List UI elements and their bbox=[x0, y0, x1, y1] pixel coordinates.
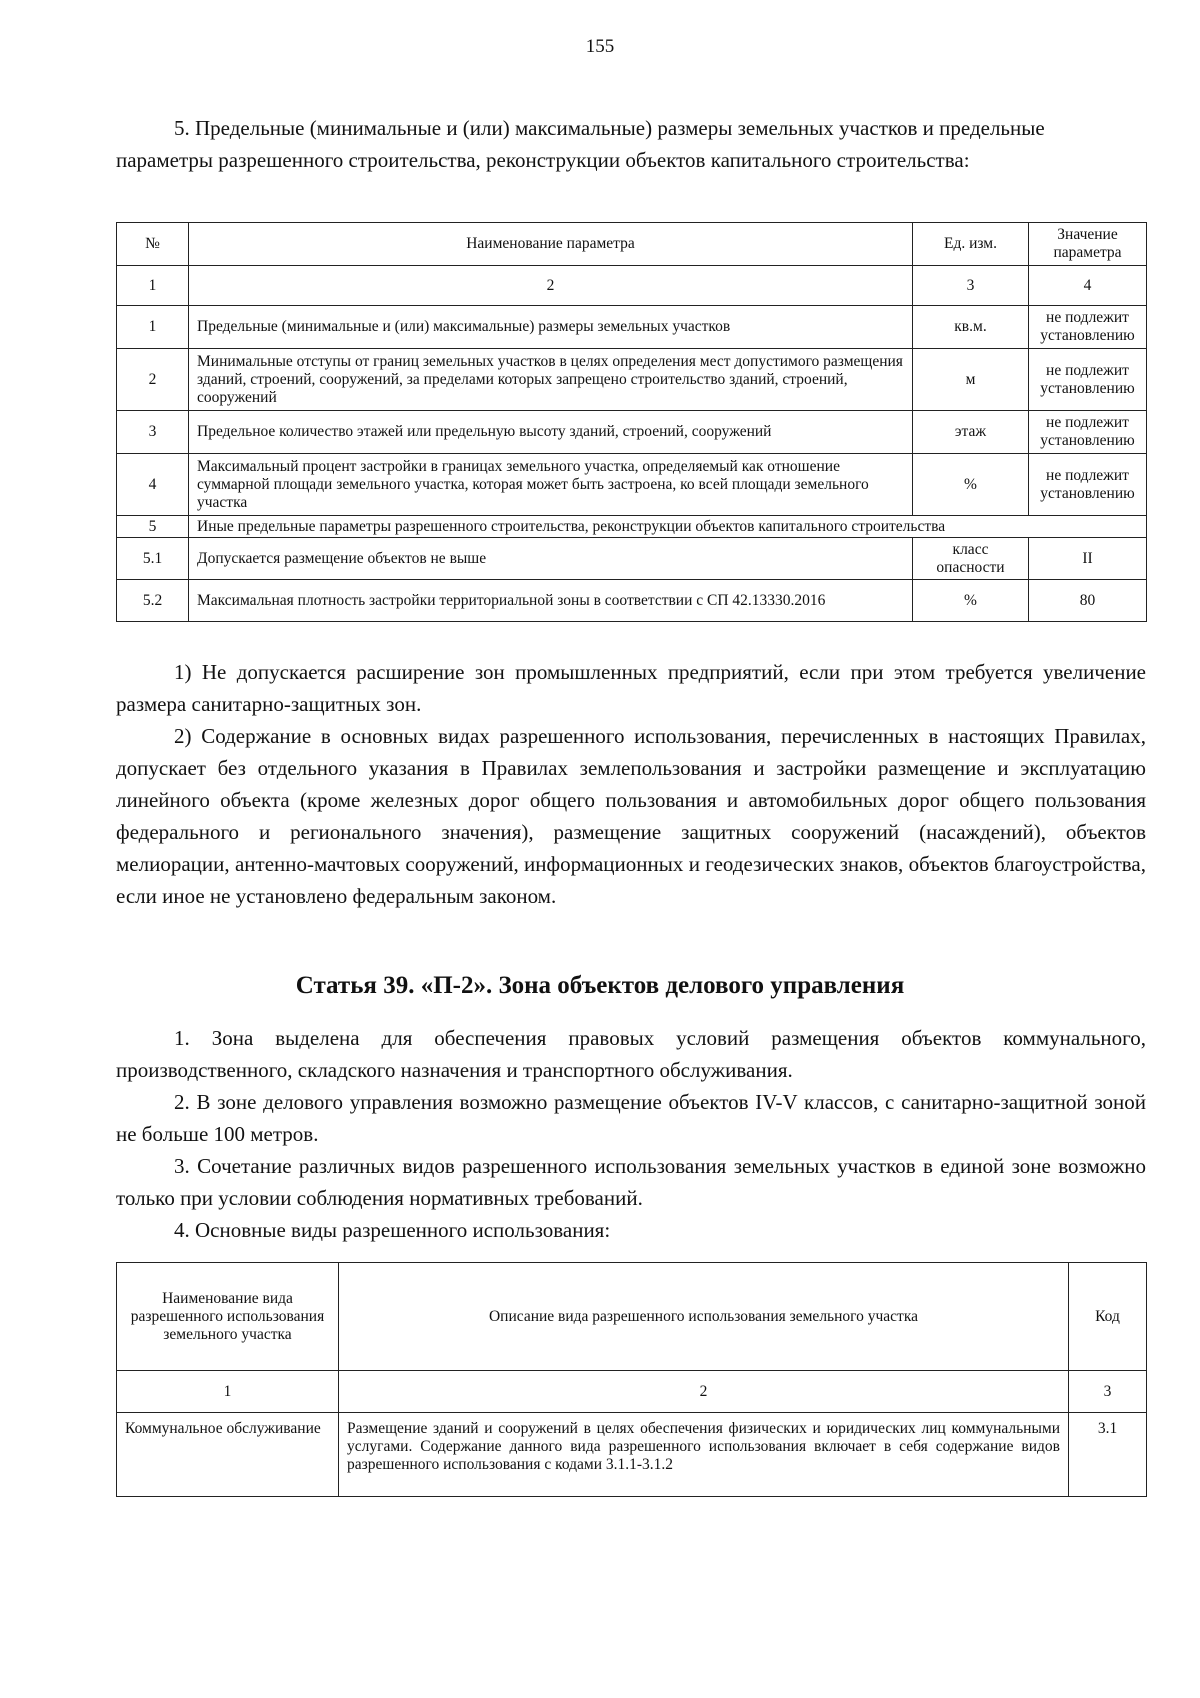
param-name: Максимальная плотность застройки территориальной зоны в соответствии с СП 42.13330.2016 bbox=[189, 580, 913, 622]
note-1: 1) Не допускается расширение зон промышленных предприятий, если при этом требуется увеличение размера санитарно-защитных зон. bbox=[116, 660, 1146, 716]
param-unit: класс опасности bbox=[913, 538, 1029, 580]
param-num: 5.1 bbox=[117, 538, 189, 580]
use-name: Коммунальное обслуживание bbox=[117, 1413, 339, 1497]
uses-table bbox=[116, 1262, 1147, 1497]
param-name: Предельное количество этажей или предельную высоту зданий, строений, сооружений bbox=[189, 411, 913, 454]
param-value: не подлежит установлению bbox=[1029, 349, 1147, 411]
param-name: Иные предельные параметры разрешенного строительства, реконструкции объектов капитального строительства bbox=[189, 516, 1147, 538]
param-value: 80 bbox=[1029, 580, 1147, 622]
note-2: 2) Содержание в основных видах разрешенного использования, перечисленных в настоящих Правилах, допускает без отдельного указания в Правилах землепользования и застройки размещение и эксплуатацию линейного объекта (кроме железных дорог общего пользования и автомобильных дорог общего пользования федерального и регионального значения), размещение защитных сооружений (насаждений), объектов мелиорации, антенно-мачтовых сооружений, информационных и геодезических знаков, объектов благоустройства, если иное не установлено федеральным законом. bbox=[116, 724, 1146, 908]
article-paragraph-1: 1. Зона выделена для обеспечения правовых условий размещения объектов коммунального, производственного, складского назначения и транспортного обслуживания. bbox=[116, 1026, 1146, 1082]
param-unit: м bbox=[913, 349, 1029, 411]
params-header-num: № bbox=[117, 223, 189, 266]
params-header-value: Значение параметра bbox=[1029, 223, 1147, 266]
param-name: Допускается размещение объектов не выше bbox=[189, 538, 913, 580]
uses-header-row bbox=[117, 1263, 1147, 1371]
param-unit: % bbox=[913, 580, 1029, 622]
param-num: 5.2 bbox=[117, 580, 189, 622]
params-header-unit: Ед. изм. bbox=[913, 223, 1029, 266]
params-table bbox=[116, 222, 1147, 622]
param-num: 1 bbox=[117, 306, 189, 349]
uses-index-cell: 1 bbox=[117, 1371, 339, 1413]
params-row bbox=[117, 580, 1147, 622]
uses-row bbox=[117, 1413, 1147, 1497]
param-num: 4 bbox=[117, 454, 189, 516]
param-unit: % bbox=[913, 454, 1029, 516]
param-unit: кв.м. bbox=[913, 306, 1029, 349]
params-row bbox=[117, 306, 1147, 349]
params-index-cell: 2 bbox=[189, 266, 913, 306]
param-name: Минимальные отступы от границ земельных участков в целях определения мест допустимого размещения зданий, строений, сооружений, за пределами которых запрещено строительство зданий, строений, сооружений bbox=[189, 349, 913, 411]
param-name: Максимальный процент застройки в границах земельного участка, определяемый как отношение суммарной площади земельного участка, которая может быть застроена, ко всей площади земельного участка bbox=[189, 454, 913, 516]
page-number: 155 bbox=[585, 36, 615, 57]
uses-index-cell: 2 bbox=[339, 1371, 1069, 1413]
params-index-cell: 4 bbox=[1029, 266, 1147, 306]
params-row bbox=[117, 454, 1147, 516]
article-paragraph-3: 3. Сочетание различных видов разрешенного использования земельных участков в единой зоне возможно только при условии соблюдения нормативных требований. bbox=[116, 1154, 1146, 1210]
uses-header-name: Наименование вида разрешенного использования земельного участка bbox=[117, 1263, 339, 1371]
uses-header-code: Код bbox=[1069, 1263, 1147, 1371]
article-paragraph-2: 2. В зоне делового управления возможно размещение объектов IV-V классов, с санитарно-защитной зоной не больше 100 метров. bbox=[116, 1090, 1146, 1146]
params-row bbox=[117, 538, 1147, 580]
param-num: 3 bbox=[117, 411, 189, 454]
param-value: не подлежит установлению bbox=[1029, 411, 1147, 454]
params-header-row bbox=[117, 223, 1147, 266]
use-code: 3.1 bbox=[1069, 1413, 1147, 1497]
param-num: 5 bbox=[117, 516, 189, 538]
param-num: 2 bbox=[117, 349, 189, 411]
param-unit: этаж bbox=[913, 411, 1029, 454]
uses-header-description: Описание вида разрешенного использования земельного участка bbox=[339, 1263, 1069, 1371]
uses-index-row bbox=[117, 1371, 1147, 1413]
params-index-cell: 1 bbox=[117, 266, 189, 306]
params-row bbox=[117, 411, 1147, 454]
param-value: не подлежит установлению bbox=[1029, 454, 1147, 516]
section5-intro: 5. Предельные (минимальные и (или) максимальные) размеры земельных участков и предельные параметры разрешенного строительства, реконструкции объектов капитального строительства: bbox=[116, 116, 1045, 172]
params-index-cell: 3 bbox=[913, 266, 1029, 306]
params-index-row bbox=[117, 266, 1147, 306]
uses-index-cell: 3 bbox=[1069, 1371, 1147, 1413]
params-header-name: Наименование параметра bbox=[189, 223, 913, 266]
params-row bbox=[117, 516, 1147, 538]
use-description: Размещение зданий и сооружений в целях обеспечения физических и юридических лиц коммунальными услугами. Содержание данного вида разрешенного использования включает в себя содержание видов разрешенного использования с кодами 3.1.1-3.1.2 bbox=[339, 1413, 1069, 1497]
article-paragraph-4: 4. Основные виды разрешенного использования: bbox=[174, 1218, 611, 1242]
article-title: Статья 39. «П-2». Зона объектов делового управления bbox=[295, 972, 905, 999]
param-value: не подлежит установлению bbox=[1029, 306, 1147, 349]
param-value: II bbox=[1029, 538, 1147, 580]
param-name: Предельные (минимальные и (или) максимальные) размеры земельных участков bbox=[189, 306, 913, 349]
params-row bbox=[117, 349, 1147, 411]
